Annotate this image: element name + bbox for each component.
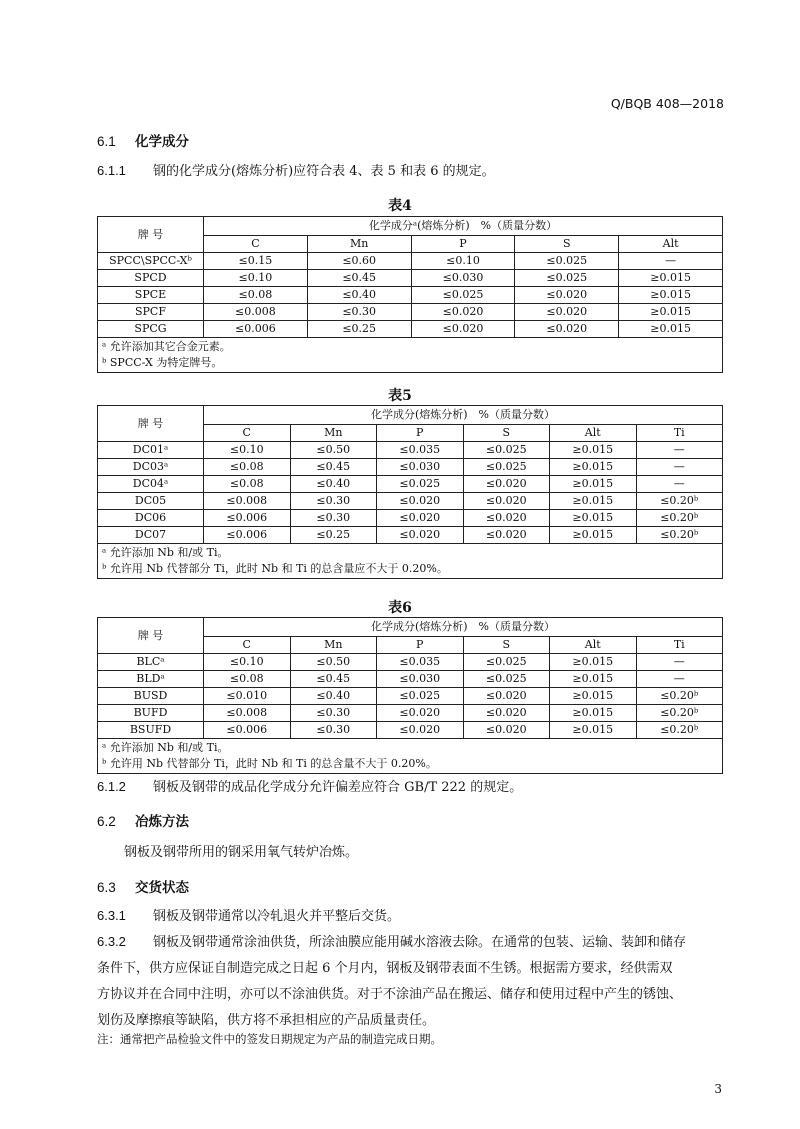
table-cell: ≤0.10 <box>204 442 291 459</box>
table-cell: — <box>636 671 723 688</box>
clause-text-line: 方协议并在合同中注明，亦可以不涂油供货。对于不涂油产品在搬运、储存和使用过程中产生的锈蚀、 <box>97 987 683 1002</box>
clause-number: 6.1.2 <box>97 779 126 794</box>
table-5-caption: 表5 <box>388 388 412 404</box>
table-cell: — <box>636 442 723 459</box>
table-cell: ≤0.08 <box>204 287 308 304</box>
table-cell: ≤0.020 <box>377 493 464 510</box>
table-cell: SPCG <box>98 321 204 338</box>
table-cell: DC04ᵃ <box>98 476 204 493</box>
table-cell: ≥0.015 <box>550 671 637 688</box>
document-number: Q/BQB 408—2018 <box>610 96 724 111</box>
table-cell: ≤0.20ᵇ <box>636 493 723 510</box>
table-6 <box>97 617 723 774</box>
table-cell: ≤0.010 <box>204 688 291 705</box>
table-cell: ≤0.025 <box>463 459 550 476</box>
table-6-caption: 表6 <box>388 600 412 616</box>
table-cell: ≤0.45 <box>290 671 377 688</box>
table-cell: ≤0.40 <box>290 688 377 705</box>
table-5 <box>97 405 723 579</box>
column-header: Alt <box>619 236 723 253</box>
table-cell: ≤0.020 <box>463 527 550 544</box>
table-cell: ≤0.025 <box>463 654 550 671</box>
section-title: 交货状态 <box>135 880 189 896</box>
table-cell: ≤0.10 <box>204 270 308 287</box>
table-cell: ≤0.008 <box>204 493 291 510</box>
table-cell: ≤0.035 <box>377 654 464 671</box>
table-cell: — <box>619 253 723 270</box>
table-cell: ≤0.020 <box>515 321 619 338</box>
table-cell: ≤0.20ᵇ <box>636 705 723 722</box>
table-cell: ≥0.015 <box>550 493 637 510</box>
column-header: S <box>463 637 550 654</box>
table-notes <box>98 739 723 774</box>
table-cell: ≤0.30 <box>290 705 377 722</box>
table-cell: ≤0.020 <box>463 493 550 510</box>
table-cell: ≤0.020 <box>377 722 464 739</box>
table-cell: ≤0.008 <box>204 705 291 722</box>
clause-number: 6.3.1 <box>97 908 126 923</box>
table-cell: ≥0.015 <box>619 287 723 304</box>
table-row <box>98 510 723 527</box>
column-header: P <box>377 637 464 654</box>
section-title: 化学成分 <box>135 134 189 150</box>
table-cell: ≤0.025 <box>463 671 550 688</box>
brand-header: 牌 号 <box>98 406 204 442</box>
table-cell: ≤0.025 <box>411 287 515 304</box>
column-header: Mn <box>290 425 377 442</box>
table-cell: SPCE <box>98 287 204 304</box>
table-row <box>98 654 723 671</box>
table-cell: ≤0.025 <box>515 270 619 287</box>
table-cell: ≤0.10 <box>204 654 291 671</box>
table-cell: ≤0.20ᵇ <box>636 688 723 705</box>
table-cell: ≥0.015 <box>619 270 723 287</box>
table-cell: ≥0.015 <box>619 304 723 321</box>
table-cell: ≤0.020 <box>515 304 619 321</box>
column-header: C <box>204 425 291 442</box>
table-cell: ≤0.30 <box>290 510 377 527</box>
clause-6-3-1 <box>97 903 400 930</box>
table-cell: ≤0.008 <box>204 304 308 321</box>
table-cell: ≤0.60 <box>307 253 411 270</box>
table-cell: SPCD <box>98 270 204 287</box>
table-row <box>98 442 723 459</box>
column-header: P <box>377 425 464 442</box>
column-header: Ti <box>636 425 723 442</box>
table-cell: ≤0.08 <box>204 671 291 688</box>
table-cell: ≥0.015 <box>550 510 637 527</box>
table-cell: ≥0.015 <box>550 459 637 476</box>
table-row <box>98 688 723 705</box>
table-cell: ≤0.025 <box>515 253 619 270</box>
table-cell: DC03ᵃ <box>98 459 204 476</box>
clause-text: 钢板及钢带的成品化学成分允许偏差应符合 GB/T 222 的规定。 <box>153 780 523 795</box>
table-notes <box>98 544 723 579</box>
table-cell: ≤0.006 <box>204 510 291 527</box>
column-header: Alt <box>550 425 637 442</box>
table-cell: ≤0.15 <box>204 253 308 270</box>
table-cell: ≤0.08 <box>204 476 291 493</box>
table-cell: ≤0.10 <box>411 253 515 270</box>
table-cell: BLDᵃ <box>98 671 204 688</box>
table-row <box>98 476 723 493</box>
table-note: ᵃ 允许添加其它合金元素。 <box>102 340 231 353</box>
table-cell: — <box>636 459 723 476</box>
table-cell: ≥0.015 <box>550 442 637 459</box>
section-number: 6.3 <box>97 880 116 895</box>
section-number: 6.1 <box>97 134 116 149</box>
column-header: Mn <box>290 637 377 654</box>
table-cell: ≥0.015 <box>550 654 637 671</box>
table-cell: ≤0.020 <box>411 321 515 338</box>
table-cell: ≤0.020 <box>463 476 550 493</box>
table-cell: ≤0.025 <box>377 688 464 705</box>
clause-text-line: 划伤及摩擦痕等缺陷，供方将不承担相应的产品质量责任。 <box>97 1013 436 1028</box>
table-cell: ≤0.020 <box>377 510 464 527</box>
table-cell: ≤0.40 <box>307 287 411 304</box>
footnote: 注：通常把产品检验文件中的签发日期规定为产品的制造完成日期。 <box>97 1032 442 1046</box>
table-note: ᵇ 允许用 Nb 代替部分 Ti，此时 Nb 和 Ti 的总含量不大于 0.20%。 <box>102 757 437 770</box>
table-cell: ≥0.015 <box>550 722 637 739</box>
table-cell: ≤0.020 <box>377 705 464 722</box>
table-cell: BSUFD <box>98 722 204 739</box>
page-number: 3 <box>714 1082 722 1096</box>
table-cell: ≤0.035 <box>377 442 464 459</box>
clause-6-3-2 <box>97 929 727 1034</box>
column-header: C <box>204 236 308 253</box>
table-cell: SPCC\SPCC-Xᵇ <box>98 253 204 270</box>
section-6-2-heading <box>97 810 189 830</box>
table-cell: ≤0.020 <box>463 688 550 705</box>
table-row <box>98 287 723 304</box>
table-cell: ≤0.030 <box>377 671 464 688</box>
table-cell: — <box>636 654 723 671</box>
column-header: Ti <box>636 637 723 654</box>
table-note: ᵃ 允许添加 Nb 和/或 Ti。 <box>102 546 229 559</box>
table-cell: DC07 <box>98 527 204 544</box>
section-title: 冶炼方法 <box>135 814 189 830</box>
table-cell: ≤0.50 <box>290 654 377 671</box>
table-cell: ≤0.45 <box>307 270 411 287</box>
table-cell: ≤0.20ᵇ <box>636 527 723 544</box>
table-cell: DC01ᵃ <box>98 442 204 459</box>
column-header: Mn <box>307 236 411 253</box>
table-row <box>98 671 723 688</box>
table-4 <box>97 216 723 373</box>
table-notes <box>98 338 723 373</box>
table-note: ᵃ 允许添加 Nb 和/或 Ti。 <box>102 741 229 754</box>
brand-header: 牌 号 <box>98 217 204 253</box>
table-cell: ≤0.020 <box>463 705 550 722</box>
table-cell: DC06 <box>98 510 204 527</box>
table-cell: ≤0.030 <box>377 459 464 476</box>
composition-header: 化学成分(熔炼分析) %（质量分数） <box>204 406 723 425</box>
table-cell: ≤0.020 <box>463 722 550 739</box>
table-row <box>98 722 723 739</box>
table-cell: ≤0.025 <box>463 442 550 459</box>
table-cell: ≤0.40 <box>290 476 377 493</box>
table-cell: ≤0.20ᵇ <box>636 722 723 739</box>
table-cell: ≤0.025 <box>377 476 464 493</box>
table-row <box>98 705 723 722</box>
section-6-2-text: 钢板及钢带所用的钢采用氧气转炉冶炼。 <box>124 845 359 860</box>
clause-number: 6.1.1 <box>97 163 126 178</box>
column-header: S <box>515 236 619 253</box>
table-cell: ≤0.006 <box>204 722 291 739</box>
table-cell: BUFD <box>98 705 204 722</box>
table-cell: ≤0.020 <box>377 527 464 544</box>
table-row <box>98 321 723 338</box>
composition-header: 化学成分ᵃ(熔炼分析) %（质量分数） <box>204 217 723 236</box>
column-header: C <box>204 637 291 654</box>
table-cell: BUSD <box>98 688 204 705</box>
table-cell: DC05 <box>98 493 204 510</box>
table-cell: ≥0.015 <box>619 321 723 338</box>
clause-text: 钢的化学成分(熔炼分析)应符合表 4、表 5 和表 6 的规定。 <box>153 164 495 179</box>
table-cell: — <box>636 476 723 493</box>
table-cell: ≤0.006 <box>204 527 291 544</box>
brand-header: 牌 号 <box>98 618 204 654</box>
clause-6-1-1 <box>97 158 495 185</box>
table-cell: ≤0.08 <box>204 459 291 476</box>
table-cell: ≥0.015 <box>550 705 637 722</box>
table-row <box>98 253 723 270</box>
table-cell: ≤0.25 <box>290 527 377 544</box>
table-row <box>98 493 723 510</box>
table-cell: ≤0.30 <box>290 493 377 510</box>
clause-number: 6.3.2 <box>97 934 126 949</box>
table-row <box>98 270 723 287</box>
table-cell: ≥0.015 <box>550 476 637 493</box>
table-cell: ≥0.015 <box>550 688 637 705</box>
clause-text: 钢板及钢带通常以冷轧退火并平整后交货。 <box>153 909 401 924</box>
column-header: P <box>411 236 515 253</box>
section-number: 6.2 <box>97 814 116 829</box>
table-cell: ≤0.30 <box>290 722 377 739</box>
table-4-caption: 表4 <box>388 198 412 214</box>
table-cell: ≤0.020 <box>463 510 550 527</box>
composition-header: 化学成分(熔炼分析) %（质量分数） <box>204 618 723 637</box>
table-cell: ≤0.25 <box>307 321 411 338</box>
column-header: S <box>463 425 550 442</box>
table-cell: ≤0.030 <box>411 270 515 287</box>
table-cell: ≥0.015 <box>550 527 637 544</box>
clause-6-1-2 <box>97 774 522 801</box>
clause-text-line: 条件下，供方应保证自制造完成之日起 6 个月内，钢板及钢带表面不生锈。根据需方要求，经供需双 <box>97 961 673 976</box>
table-cell: ≤0.20ᵇ <box>636 510 723 527</box>
table-cell: BLCᵃ <box>98 654 204 671</box>
table-note: ᵇ SPCC-X 为特定牌号。 <box>102 356 223 369</box>
table-cell: ≤0.45 <box>290 459 377 476</box>
table-cell: ≤0.50 <box>290 442 377 459</box>
table-cell: ≤0.30 <box>307 304 411 321</box>
column-header: Alt <box>550 637 637 654</box>
table-cell: ≤0.006 <box>204 321 308 338</box>
table-note: ᵇ 允许用 Nb 代替部分 Ti，此时 Nb 和 Ti 的总含量应不大于 0.20%。 <box>102 562 448 575</box>
table-row <box>98 459 723 476</box>
table-row <box>98 304 723 321</box>
table-cell: ≤0.020 <box>515 287 619 304</box>
section-6-3-heading <box>97 876 189 896</box>
table-row <box>98 527 723 544</box>
section-6-1-heading <box>97 130 189 150</box>
clause-text-line: 钢板及钢带通常涂油供货，所涂油膜应能用碱水溶液去除。在通常的包装、运输、装卸和储存 <box>153 935 687 950</box>
table-cell: ≤0.020 <box>411 304 515 321</box>
table-cell: SPCF <box>98 304 204 321</box>
